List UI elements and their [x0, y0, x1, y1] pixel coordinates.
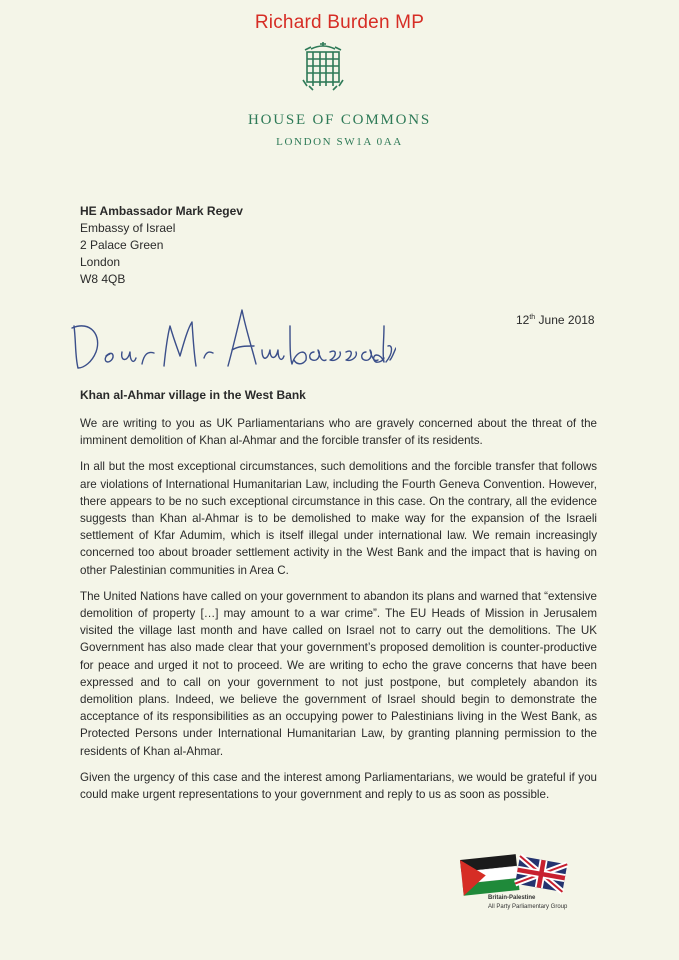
- letter-date: [516, 313, 595, 327]
- house-address: LONDON SW1A 0AA: [276, 136, 403, 148]
- house-of-commons-title: HOUSE OF COMMONS: [248, 112, 431, 128]
- address-line: Embassy of Israel: [80, 221, 176, 235]
- body-paragraph: The United Nations have called on your government to abandon its plans and warned that “extensive demolition of property […] may amount to a war crime”. The EU Heads of Mission in Jerusalem visited the village last month and have called on Israel not to carry out the demolitions. The UK Government has also made clear that your government’s proposed demolition is counter-productive for peace and urged it not to proceed. We are writing to echo the grave concerns that have been expressed and to call on your government to not just postpone, but completely abandon its demolition plans. Indeed, we believe the government of Israel should begin to demonstrate the acceptance of its responsibilities as an occupying power to Palestinians living in the West Bank, as Protected Persons under International Humanitarian Law, by granting planning permission to the residents of Khan al-Ahmar.: [80, 589, 597, 758]
- logo-title: Britain-Palestine: [488, 895, 536, 901]
- address-line: London: [80, 255, 121, 269]
- recipient-name: HE Ambassador Mark Regev: [80, 204, 243, 218]
- address-line: 2 Palace Green: [80, 238, 164, 252]
- body-paragraph: In all but the most exceptional circumstances, such demolitions and the forcible transfer that follows are violations of International Humanitarian Law, including the Fourth Geneva Convention. However, there appears to be no such exceptional circumstance in this case. On the contrary, all the evidence suggests than Khan al-Ahmar is to be demolished to make way for the expansion of the Israeli settlement of Kfar Adumim, which is itself illegal under international law. We remain increasingly concerned too about broader settlement activity in the West Bank and the impact that is having on other Palestinian communities in Area C.: [80, 460, 597, 577]
- palestine-union-flags-icon: [458, 852, 574, 922]
- date-day: 12: [516, 313, 530, 327]
- date-month-year: June 2018: [535, 313, 595, 327]
- logo-subtitle: All Party Parliamentary Group: [488, 904, 568, 910]
- letter-body: [80, 415, 597, 812]
- portcullis-icon: [301, 40, 345, 92]
- body-paragraph: We are writing to you as UK Parliamentarians who are gravely concerned about the threat of the imminent demolition of Khan al-Ahmar and the forcible transfer of its residents.: [80, 417, 597, 448]
- date-suffix: th: [529, 314, 536, 321]
- letter-subject: Khan al-Ahmar village in the West Bank: [80, 388, 306, 402]
- address-line: W8 4QB: [80, 272, 126, 286]
- recipient-address: [80, 203, 243, 288]
- mp-name: Richard Burden MP: [254, 12, 425, 33]
- body-paragraph: Given the urgency of this case and the interest among Parliamentarians, we would be grateful if you could make urgent representations to your government and reply to us as soon as possible.: [80, 770, 597, 802]
- handwritten-salutation: [66, 296, 396, 376]
